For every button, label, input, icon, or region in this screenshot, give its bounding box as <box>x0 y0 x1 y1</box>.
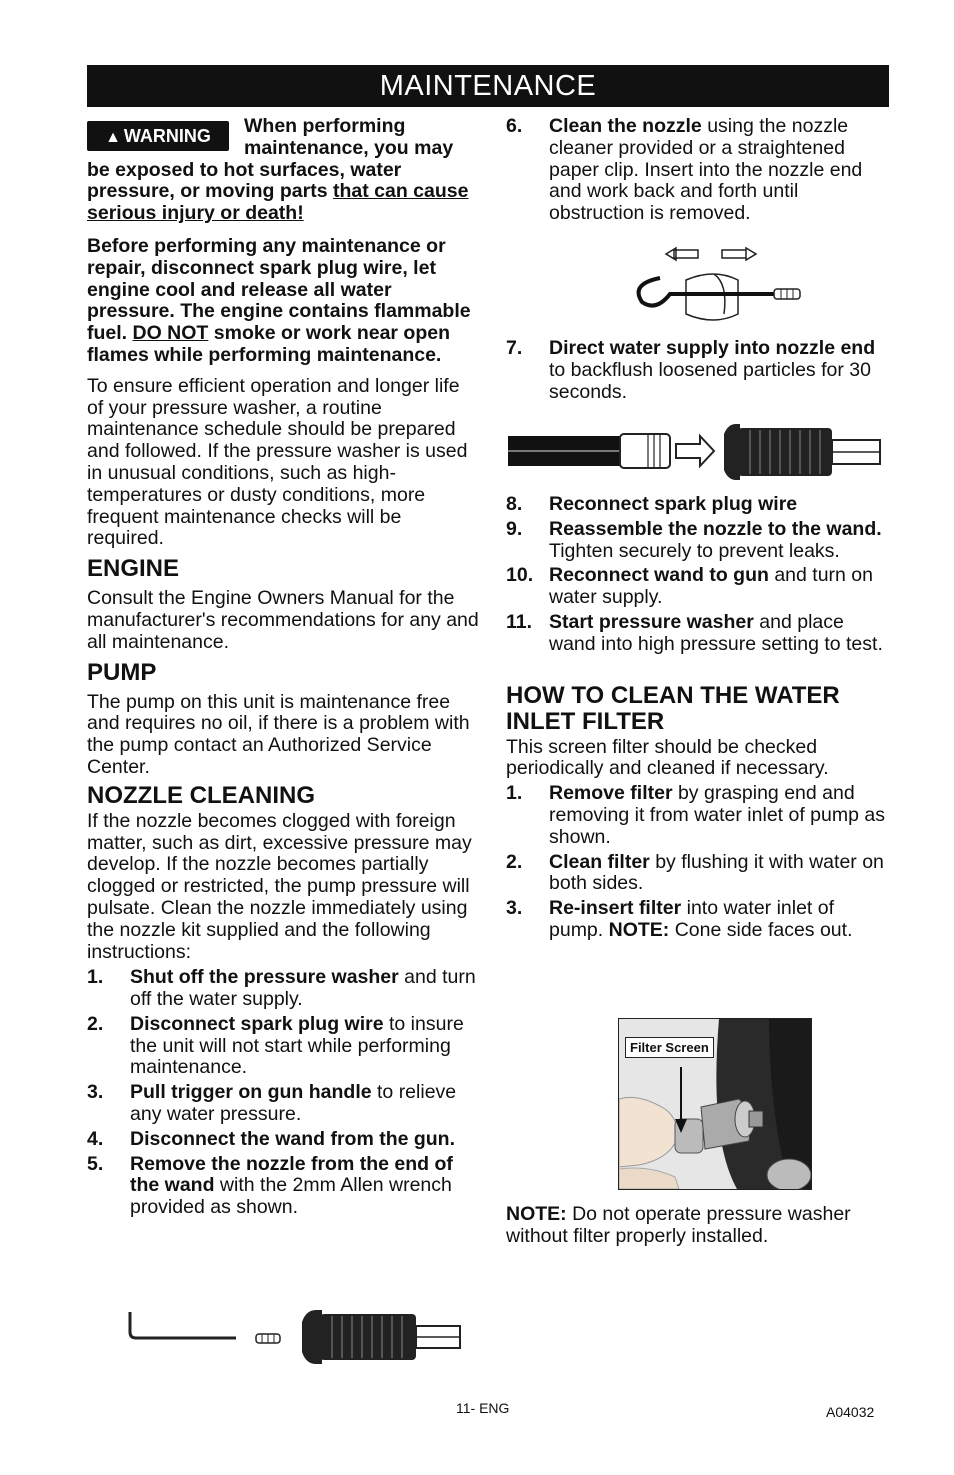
list-item: 3. Re-insert filter into water inlet of pump. NOTE: Cone side faces out. <box>506 897 853 941</box>
warning-badge: ▲ WARNING <box>87 121 229 151</box>
intro-text: To ensure efficient operation and longer life of your pressure washer, a routine maintenance schedule should be prepared and followed. If the pressure washer is used in unusual conditions, such as high-temperatures or dusty conditions, more frequent maintenance checks will be required. <box>87 374 468 550</box>
right-column-step7 <box>506 338 890 403</box>
list-item: 5. Remove the nozzle from the end of the wand with the 2mm Allen wrench provided as shown. <box>87 1152 453 1219</box>
filter-screen-label: Filter Screen <box>625 1037 714 1058</box>
nozzle-step-7 <box>506 338 890 403</box>
warning-block <box>87 116 479 225</box>
backflush-figure <box>508 420 884 484</box>
list-item: 9. Reassemble the nozzle to the wand. Tighten securely to prevent leaks. <box>506 517 882 562</box>
left-column <box>87 116 479 1219</box>
list-item: 8. Reconnect spark plug wire <box>506 493 798 515</box>
list-item: 11. Start pressure washer and place wand into high pressure setting to test. <box>506 610 883 655</box>
warning-triangle-icon: ▲ <box>105 129 121 146</box>
section-title: MAINTENANCE <box>87 65 889 107</box>
filter-photo <box>618 1018 812 1190</box>
nozzle-heading: NOZZLE CLEANING <box>87 781 315 809</box>
filter-intro: This screen filter should be checked periodically and cleaned if necessary. <box>506 735 829 780</box>
list-item: 1. Remove filter by grasping end and removing it from water inlet of pump as shown. <box>506 782 885 848</box>
list-item: 1. Shut off the pressure washer and turn off the water supply. <box>87 966 476 1011</box>
list-item: 6. Clean the nozzle using the nozzle cleaner provided or a straightened paper clip. Insert into the nozzle end and work back and forth until obstruction is removed. <box>506 115 863 225</box>
list-item: 7. Direct water supply into nozzle end to backflush loosened particles for 30 seconds. <box>506 337 876 403</box>
nozzle-steps-left <box>87 967 479 1219</box>
warning-text: When performing maintenance, you may be exposed to hot surfaces, water pressure, or moving parts that can cause serious injury or death! <box>87 115 469 225</box>
list-item: 4. Disconnect the wand from the gun. <box>87 1127 456 1150</box>
document-code: A04032 <box>826 1404 875 1420</box>
warning-instructions: Before performing any maintenance or repair, disconnect spark plug wire, let engine cool and release all water pressure. The engine contains flammable fuel. DO NOT smoke or work near open flames while performing maintenance. <box>87 234 471 366</box>
nozzle-intro: If the nozzle becomes clogged with foreign matter, such as dirt, excessive pressure may develop. If the nozzle becomes partially clogged or restricted, the pump pressure will pulsate. Clean the nozzle immediately using the nozzle kit supplied and the following instructions: <box>87 809 472 963</box>
right-column-top <box>506 116 890 225</box>
list-item: 3. Pull trigger on gun handle to relieve any water pressure. <box>87 1081 457 1126</box>
note-text: NOTE: Do not operate pressure washer without filter properly installed. <box>506 1203 851 1247</box>
pump-heading: PUMP <box>87 658 157 686</box>
engine-heading: ENGINE <box>87 555 180 583</box>
engine-text: Consult the Engine Owners Manual for the manufacturer's recommendations for any and all maintenance. <box>87 587 479 653</box>
nozzle-steps-right <box>506 494 890 656</box>
allen-wrench-nozzle-figure <box>120 1300 470 1372</box>
nozzle-cleaner-figure <box>626 242 806 328</box>
page-number: 11- ENG <box>456 1400 510 1416</box>
filter-note <box>506 1204 890 1248</box>
nozzle-step-6 <box>506 116 890 225</box>
filter-steps <box>506 783 890 942</box>
list-item: 2. Disconnect spark plug wire to insure the unit will not start while performing maintenance. <box>87 1012 464 1079</box>
pump-text: The pump on this unit is maintenance free and requires no oil, if there is a problem with the pump contact an Authorized Service Center. <box>87 690 470 778</box>
filter-heading: HOW TO CLEAN THE WATER INLET FILTER <box>506 681 840 735</box>
list-item: 10. Reconnect wand to gun and turn on water supply. <box>506 564 874 609</box>
right-column-steps <box>506 494 890 942</box>
list-item: 2. Clean filter by flushing it with water on both sides. <box>506 850 884 895</box>
